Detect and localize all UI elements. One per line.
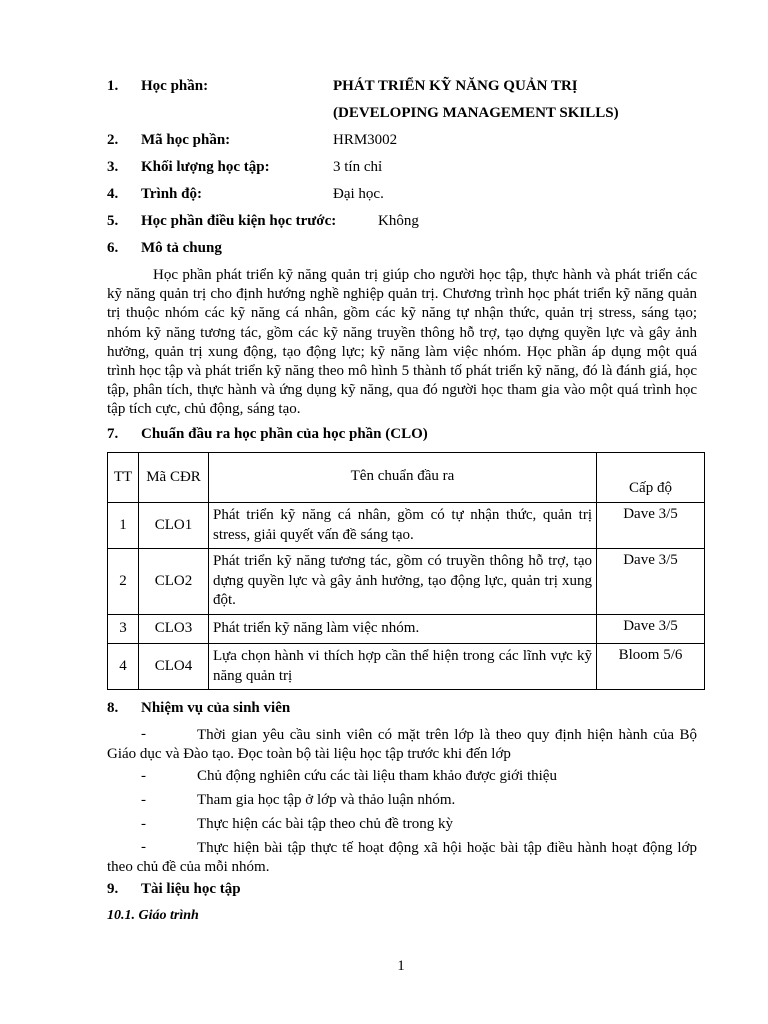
- item-2-label: Mã học phần:: [141, 132, 231, 148]
- row-level: Dave 3/5: [597, 615, 705, 644]
- item-9-label: Tài liệu học tập: [141, 881, 241, 897]
- course-title-en: (DEVELOPING MANAGEMENT SKILLS): [333, 105, 619, 121]
- item-6-label: Mô tả chung: [141, 240, 222, 256]
- row-code: CLO4: [139, 644, 209, 690]
- course-title-vi: PHÁT TRIỂN KỸ NĂNG QUẢN TRỊ: [333, 78, 578, 94]
- item-5-number: 5.: [107, 213, 119, 229]
- item-4-label: Trình độ:: [141, 186, 202, 202]
- item-1-number: 1.: [107, 78, 119, 94]
- duty-2: Chủ động nghiên cứu các tài liệu tham khảo được giới thiệu: [197, 768, 557, 784]
- duty-5: Thực hiện bài tập thực tế hoạt động xã hội hoặc bài tập điều hành hoạt động lớp theo chủ đề của mỗi nhóm.: [107, 840, 697, 876]
- row-code: CLO2: [139, 549, 209, 615]
- item-7-number: 7.: [107, 426, 119, 442]
- bullet-dash: -: [141, 816, 146, 832]
- item-8-number: 8.: [107, 700, 119, 716]
- row-name: Phát triển kỹ năng tương tác, gồm có truyền thông hỗ trợ, tạo dựng quyền lực và gây ảnh hưởng, tạo động lực, quản trị xung đột.: [209, 549, 597, 615]
- header-level: Cấp độ: [597, 453, 705, 503]
- row-name: Lựa chọn hành vi thích hợp cần thể hiện trong các lĩnh vực kỹ năng quản trị: [209, 644, 597, 690]
- item-7-label: Chuẩn đầu ra học phần của học phần (CLO): [141, 426, 428, 442]
- page-number: 1: [397, 958, 405, 974]
- table-row: [108, 503, 705, 549]
- bullet-dash: -: [141, 768, 146, 784]
- duty-3: Tham gia học tập ở lớp và thảo luận nhóm.: [197, 792, 456, 808]
- table-header-row: [108, 453, 705, 503]
- clo-table: [107, 452, 705, 690]
- item-9-number: 9.: [107, 881, 119, 897]
- duty-1: Thời gian yêu cầu sinh viên có mặt trên lớp là theo quy định hiện hành của Bộ Giáo dục và Đào tạo. Đọc toàn bộ tài liệu học tập trước khi đến lớp: [107, 727, 697, 763]
- header-tt: TT: [108, 453, 139, 503]
- row-tt: 2: [108, 549, 139, 615]
- header-code: Mã CĐR: [139, 453, 209, 503]
- row-code: CLO1: [139, 503, 209, 549]
- row-code: CLO3: [139, 615, 209, 644]
- bullet-dash: -: [141, 839, 146, 855]
- item-3-label: Khối lượng học tập:: [141, 159, 270, 175]
- duty-4: Thực hiện các bài tập theo chủ đề trong kỳ: [197, 816, 453, 832]
- row-tt: 4: [108, 644, 139, 690]
- row-level: Dave 3/5: [597, 549, 705, 615]
- bullet-dash: -: [141, 792, 146, 808]
- bullet-dash: -: [141, 726, 146, 742]
- table-row: [108, 615, 705, 644]
- subsection-textbook: 10.1. Giáo trình: [107, 908, 199, 923]
- row-level: Bloom 5/6: [597, 644, 705, 690]
- row-tt: 1: [108, 503, 139, 549]
- item-5-label: Học phần điều kiện học trước:: [141, 213, 337, 229]
- prerequisite-value: Không: [378, 213, 419, 229]
- row-name: Phát triển kỹ năng cá nhân, gồm có tự nhận thức, quản trị stress, giải quyết vấn đề sáng tạo.: [209, 503, 597, 549]
- row-level: Dave 3/5: [597, 503, 705, 549]
- item-8-label: Nhiệm vụ của sinh viên: [141, 700, 291, 716]
- course-code: HRM3002: [333, 132, 398, 148]
- table-row: [108, 549, 705, 615]
- table-row: [108, 644, 705, 690]
- course-description: Học phần phát triển kỹ năng quản trị giúp cho người học tập, thực hành và phát triển các kỹ năng quản trị cho định hướng nghề nghiệp quản trị. Chương trình học phát triển kỹ năng quản trị thuộc nhóm các kỹ năng cá nhân, gồm các kỹ năng tự nhận thức, quản trị stress, sáng tạo; nhóm kỹ năng tương tác, gồm các kỹ năng truyền thông hỗ trợ, tạo dựng quyền lực và gây ảnh hưởng, quản trị xung động, tạo động lực; kỹ năng làm việc nhóm. Học phần áp dụng một quá trình học tập và phát triển kỹ năng theo mô hình 5 thành tố phát triển kỹ năng, đó là đánh giá, học tập, phân tích, thực hành và ứng dụng kỹ năng, qua đó người học tham gia vào một quá trình học tập tích cực, chủ động, sáng tạo.: [107, 267, 697, 418]
- item-1-label: Học phần:: [141, 78, 209, 94]
- level-value: Đại học.: [333, 186, 384, 202]
- item-4-number: 4.: [107, 186, 119, 202]
- row-tt: 3: [108, 615, 139, 644]
- credits-value: 3 tín chỉ: [333, 159, 383, 175]
- row-name: Phát triển kỹ năng làm việc nhóm.: [209, 615, 597, 644]
- item-3-number: 3.: [107, 159, 119, 175]
- header-name: Tên chuẩn đầu ra: [209, 453, 597, 503]
- item-2-number: 2.: [107, 132, 119, 148]
- item-6-number: 6.: [107, 240, 119, 256]
